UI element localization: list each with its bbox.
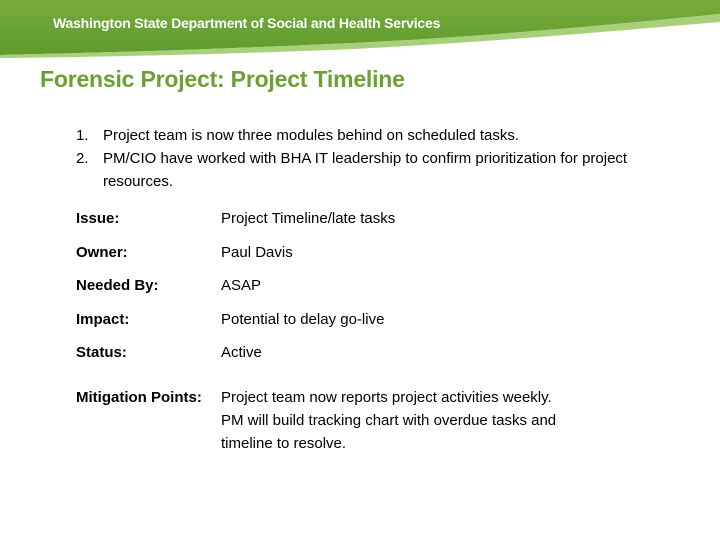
- detail-label: Needed By:: [76, 277, 159, 294]
- mitigation-point: PM will build tracking chart with overdue tasks and timeline to resolve.: [221, 411, 557, 452]
- detail-label: Impact:: [76, 310, 130, 328]
- list-item: [76, 124, 676, 147]
- detail-value: Potential to delay go-live: [221, 310, 385, 328]
- mitigation-points: [76, 386, 676, 455]
- list-text: PM/CIO have worked with BHA IT leadership to confirm prioritization for project resources.: [103, 150, 628, 190]
- organization-name: Washington State Department of Social and Health Services: [53, 15, 441, 31]
- detail-row-issue: [76, 210, 676, 244]
- mitigation-values: [221, 386, 611, 455]
- list-item: [76, 147, 676, 193]
- detail-value: Project Timeline/late tasks: [221, 210, 396, 227]
- issue-details: [76, 210, 676, 455]
- detail-value: Active: [221, 344, 262, 361]
- detail-row-status: [76, 344, 676, 378]
- numbered-list: [76, 124, 676, 193]
- mitigation-point: Project team now reports project activities weekly.: [221, 388, 552, 406]
- detail-label: Status:: [76, 344, 127, 361]
- detail-row-impact: [76, 311, 676, 345]
- detail-label: Issue:: [76, 210, 120, 227]
- detail-value: ASAP: [221, 277, 262, 294]
- slide-title: Forensic Project: Project Timeline: [40, 66, 405, 92]
- detail-row-needed-by: [76, 277, 676, 311]
- list-number: 1.: [76, 127, 89, 144]
- header-banner: [0, 0, 720, 58]
- mitigation-label: Mitigation Points:: [76, 388, 202, 406]
- detail-value: Paul Davis: [221, 243, 293, 261]
- list-text: Project team is now three modules behind on scheduled tasks.: [103, 127, 520, 144]
- list-number: 2.: [76, 150, 89, 167]
- detail-row-owner: [76, 244, 676, 278]
- detail-label: Owner:: [76, 243, 128, 261]
